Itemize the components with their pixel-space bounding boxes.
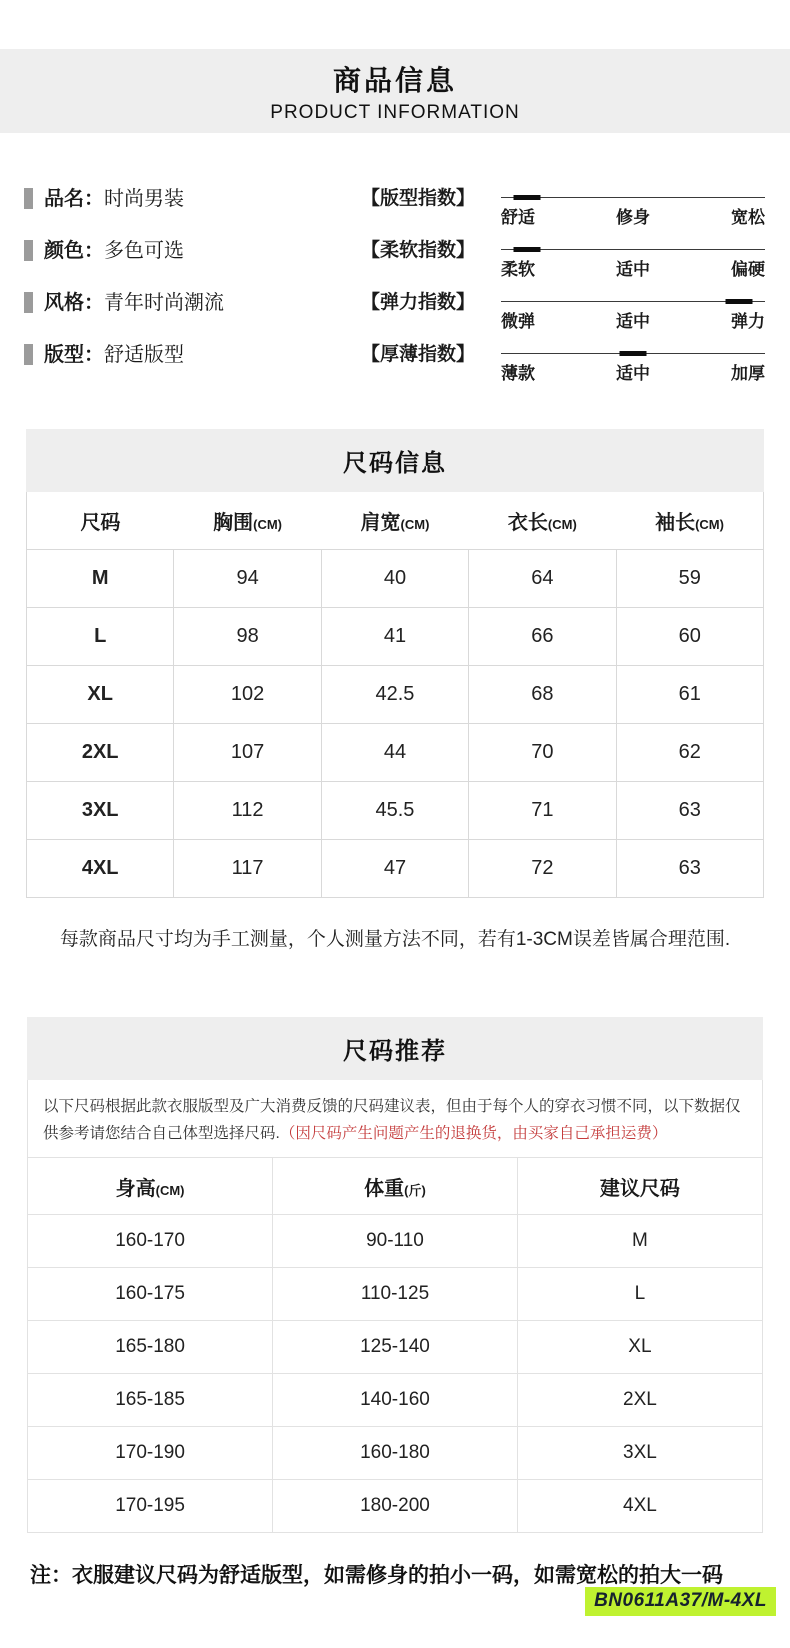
column-header-height: 身高(CM) bbox=[28, 1158, 273, 1215]
bullet-bar-icon bbox=[24, 292, 33, 313]
cell-height: 170-195 bbox=[28, 1480, 273, 1533]
index-title: 【厚薄指数】 bbox=[360, 344, 475, 365]
cell-length: 68 bbox=[469, 666, 616, 724]
softness-index-slider bbox=[501, 240, 765, 280]
cell-chest: 98 bbox=[174, 608, 321, 666]
slider-label-mid: 适中 bbox=[616, 312, 650, 331]
cell-weight: 125-140 bbox=[273, 1321, 518, 1374]
cell-weight: 160-180 bbox=[273, 1427, 518, 1480]
cell-length: 70 bbox=[469, 724, 616, 782]
cell-length: 64 bbox=[469, 550, 616, 608]
slider-labels bbox=[501, 359, 765, 384]
cell-height: 160-170 bbox=[28, 1215, 273, 1268]
column-header-length: 衣长(CM) bbox=[469, 492, 616, 550]
column-header-suggested-size: 建议尺码 bbox=[517, 1158, 762, 1215]
cell-size: L bbox=[27, 608, 174, 666]
slider-marker bbox=[620, 351, 647, 356]
cell-length: 66 bbox=[469, 608, 616, 666]
cell-shoulder: 45.5 bbox=[321, 782, 468, 840]
sku-code-badge: BN0611A37/M-4XL bbox=[585, 1587, 776, 1616]
table-row bbox=[27, 840, 764, 898]
cell-height: 165-185 bbox=[28, 1374, 273, 1427]
stretch-index-slider bbox=[501, 292, 765, 332]
sizing-advice-note: 注：衣服建议尺码为舒适版型，如需修身的拍小一码，如需宽松的拍大一码 bbox=[30, 1564, 723, 1587]
slider-label-right: 宽松 bbox=[731, 208, 765, 227]
table-row bbox=[28, 1480, 762, 1533]
cell-chest: 112 bbox=[174, 782, 321, 840]
cell-shoulder: 47 bbox=[321, 840, 468, 898]
page-title: 商品信息 bbox=[332, 64, 457, 96]
cell-shoulder: 42.5 bbox=[321, 666, 468, 724]
cell-shoulder: 44 bbox=[321, 724, 468, 782]
cell-suggested-size: 3XL bbox=[517, 1427, 762, 1480]
column-header-weight: 体重(斤) bbox=[273, 1158, 518, 1215]
size-rec-description-warning: （因尺码产生问题产生的退换货，由买家自己承担运费） bbox=[279, 1125, 668, 1142]
attribute-label: 版型： bbox=[44, 344, 104, 366]
cell-height: 160-175 bbox=[28, 1268, 273, 1321]
page-header bbox=[0, 49, 790, 133]
cell-sleeve: 63 bbox=[616, 782, 763, 840]
column-header-chest: 胸围(CM) bbox=[174, 492, 321, 550]
attribute-value: 舒适版型 bbox=[104, 344, 184, 366]
cell-chest: 94 bbox=[174, 550, 321, 608]
slider-label-mid: 修身 bbox=[616, 208, 650, 227]
slider-labels bbox=[501, 307, 765, 332]
slider-marker bbox=[514, 195, 541, 200]
table-row bbox=[28, 1215, 762, 1268]
cell-weight: 90-110 bbox=[273, 1215, 518, 1268]
cell-chest: 102 bbox=[174, 666, 321, 724]
cell-sleeve: 61 bbox=[616, 666, 763, 724]
cell-height: 170-190 bbox=[28, 1427, 273, 1480]
cell-sleeve: 62 bbox=[616, 724, 763, 782]
attribute-row-style bbox=[24, 292, 765, 331]
index-title: 【弹力指数】 bbox=[360, 292, 475, 313]
fit-index-slider bbox=[501, 188, 765, 228]
table-row bbox=[27, 724, 764, 782]
cell-sleeve: 60 bbox=[616, 608, 763, 666]
slider-labels bbox=[501, 203, 765, 228]
size-rec-description-text: 以下尺码根据此款衣服版型及广大消费反馈的尺码建议表，但由于每个人的穿衣习惯不同，以下数据仅供参考请您结合自己体型选择尺码. bbox=[43, 1098, 741, 1142]
cell-shoulder: 41 bbox=[321, 608, 468, 666]
table-row bbox=[28, 1268, 762, 1321]
attribute-label: 风格： bbox=[44, 292, 104, 314]
page-subtitle: PRODUCT INFORMATION bbox=[270, 101, 520, 123]
slider-label-left: 舒适 bbox=[501, 208, 535, 227]
slider-label-right: 弹力 bbox=[731, 312, 765, 331]
size-info-section bbox=[26, 429, 764, 898]
table-row bbox=[28, 1321, 762, 1374]
size-rec-table bbox=[28, 1157, 762, 1532]
bullet-bar-icon bbox=[24, 344, 33, 365]
product-attributes bbox=[24, 188, 765, 383]
size-info-header bbox=[26, 429, 764, 492]
table-row bbox=[27, 550, 764, 608]
attribute-label: 品名： bbox=[44, 188, 104, 210]
size-recommendation-section bbox=[27, 1017, 763, 1533]
size-rec-description bbox=[28, 1080, 762, 1157]
table-row bbox=[28, 1427, 762, 1480]
bullet-bar-icon bbox=[24, 188, 33, 209]
table-row bbox=[27, 782, 764, 840]
cell-size: XL bbox=[27, 666, 174, 724]
slider-label-right: 偏硬 bbox=[731, 260, 765, 279]
cell-suggested-size: L bbox=[517, 1268, 762, 1321]
cell-chest: 117 bbox=[174, 840, 321, 898]
attribute-row-name bbox=[24, 188, 765, 227]
cell-weight: 140-160 bbox=[273, 1374, 518, 1427]
size-info-title: 尺码信息 bbox=[343, 450, 447, 477]
column-header-sleeve: 袖长(CM) bbox=[616, 492, 763, 550]
size-rec-title: 尺码推荐 bbox=[343, 1038, 447, 1065]
cell-suggested-size: 4XL bbox=[517, 1480, 762, 1533]
slider-label-left: 薄款 bbox=[501, 364, 535, 383]
product-info-page bbox=[0, 49, 790, 1616]
measurement-note: 每款商品尺寸均为手工测量，个人测量方法不同，若有1-3CM误差皆属合理范围. bbox=[59, 929, 731, 950]
attribute-label: 颜色： bbox=[44, 240, 104, 262]
index-title: 【柔软指数】 bbox=[360, 240, 475, 261]
table-row bbox=[28, 1374, 762, 1427]
table-row bbox=[27, 666, 764, 724]
cell-length: 71 bbox=[469, 782, 616, 840]
slider-label-mid: 适中 bbox=[616, 364, 650, 383]
cell-chest: 107 bbox=[174, 724, 321, 782]
attribute-row-color bbox=[24, 240, 765, 279]
size-rec-header bbox=[27, 1017, 763, 1080]
cell-suggested-size: M bbox=[517, 1215, 762, 1268]
cell-weight: 180-200 bbox=[273, 1480, 518, 1533]
table-header-row bbox=[28, 1158, 762, 1215]
cell-height: 165-180 bbox=[28, 1321, 273, 1374]
cell-sleeve: 63 bbox=[616, 840, 763, 898]
cell-size: 2XL bbox=[27, 724, 174, 782]
cell-size: M bbox=[27, 550, 174, 608]
attribute-row-fit bbox=[24, 344, 765, 383]
slider-label-right: 加厚 bbox=[731, 364, 765, 383]
cell-size: 3XL bbox=[27, 782, 174, 840]
cell-sleeve: 59 bbox=[616, 550, 763, 608]
column-header-shoulder: 肩宽(CM) bbox=[321, 492, 468, 550]
cell-suggested-size: 2XL bbox=[517, 1374, 762, 1427]
attribute-value: 多色可选 bbox=[104, 240, 184, 262]
cell-length: 72 bbox=[469, 840, 616, 898]
cell-size: 4XL bbox=[27, 840, 174, 898]
column-header-size: 尺码 bbox=[27, 492, 174, 550]
cell-weight: 110-125 bbox=[273, 1268, 518, 1321]
slider-labels bbox=[501, 255, 765, 280]
cell-suggested-size: XL bbox=[517, 1321, 762, 1374]
table-row bbox=[27, 608, 764, 666]
sku-row bbox=[0, 1587, 776, 1616]
bullet-bar-icon bbox=[24, 240, 33, 261]
size-info-table bbox=[26, 492, 764, 898]
attribute-value: 时尚男装 bbox=[104, 188, 184, 210]
slider-marker bbox=[514, 247, 541, 252]
attribute-value: 青年时尚潮流 bbox=[104, 292, 224, 314]
thickness-index-slider bbox=[501, 344, 765, 384]
slider-label-mid: 适中 bbox=[616, 260, 650, 279]
size-rec-body bbox=[27, 1080, 763, 1533]
table-header-row bbox=[27, 492, 764, 550]
slider-label-left: 柔软 bbox=[501, 260, 535, 279]
slider-marker bbox=[725, 299, 752, 304]
cell-shoulder: 40 bbox=[321, 550, 468, 608]
slider-label-left: 微弹 bbox=[501, 312, 535, 331]
index-title: 【版型指数】 bbox=[360, 188, 475, 209]
